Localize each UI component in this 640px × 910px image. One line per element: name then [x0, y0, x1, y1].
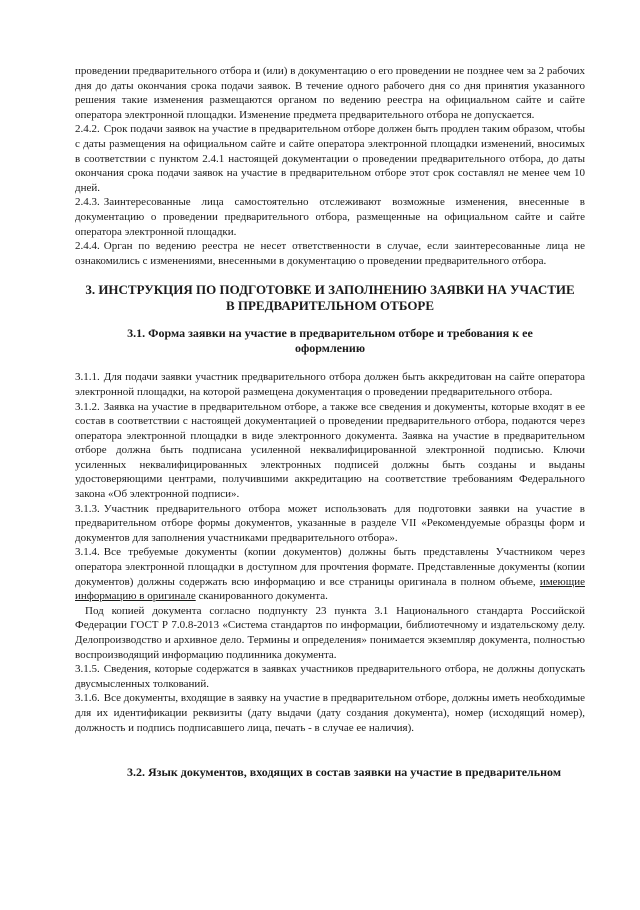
clause-number: 2.4.2. — [75, 123, 100, 136]
subsection-3-1-heading: 3.1. Форма заявки на участие в предварительном отборе и требования к ее оформлению — [127, 326, 533, 356]
clause-number: 3.1.3. — [75, 502, 100, 515]
paragraph-2-4-4: 2.4.4. Орган по ведению реестра не несет ответственности в случае, если заинтересованные лица не ознакомились с изменениями, внесенными в документацию о проведении предварительного отбора. — [75, 240, 585, 267]
paragraph-2-4-3: 2.4.3. Заинтересованные лица самостоятельно отслеживают возможные изменения, внесенные в документацию о проведении предварительного отбора, размещенные на официальном сайте и сайте оператора электронной площадки. — [75, 196, 585, 238]
clause-number: 3.1.4. — [75, 546, 100, 559]
paragraph-3-1-5: 3.1.5. Сведения, которые содержатся в заявках участников предварительного отбора, не должны допускать двусмысленных толкований. — [75, 663, 585, 690]
paragraph-continuation: проведении предварительного отбора и (или) в документацию о его проведении не позднее чем за 2 рабочих дня до даты окончания срока подачи заявок. В течение одного рабочего дня со дня принятия указанного решения такие изменения размещаются органом по ведению реестра на официальном сайте и сайте оператора электронной площадки. Изменение предмета предварительного отбора не допускается. — [75, 65, 585, 121]
clause-number: 2.4.3. — [75, 196, 100, 209]
paragraph-3-1-1: 3.1.1. Для подачи заявки участник предварительного отбора должен быть аккредитован на сайте оператора электронной площадки, на которой размещена документация о проведении предварительного отбора. — [75, 371, 585, 398]
paragraph-3-1-2: 3.1.2. Заявка на участие в предварительном отборе, а также все сведения и документы, которые входят в ее состав в соответствии с настоящей документацией о проведении предварительного отбора, подаются через оператора электронной площадки в виде электронного документа. Заявка на участие в предварительном отборе должна быть подписана усиленной неквалифицированной электронной подписью. Ключи усиленных неквалифицированных электронных подписей должны быть созданы и выданы удостоверяющими центрами, получившими аккредитацию на соответствие требованиям Федерального закона «Об электронной подписи». — [75, 400, 585, 501]
paragraph-copy-definition: Под копией документа согласно подпункту 23 пункта 3.1 Национального стандарта Российской Федерации ГОСТ Р 7.0.8-2013 «Система стандартов по информации, библиотечному и издательскому делу. Делопроизводство и архивное дело. Термины и определения» понимается экземпляр документа, полностью воспроизводящий информацию подлинника документа. — [75, 604, 585, 661]
paragraph-3-1-3: 3.1.3. Участник предварительного отбора может использовать для подготовки заявки на участие в предварительном отборе формы документов, указанные в разделе VII «Рекомендуемые образцы форм и документов для заполнения участниками предварительного отбора». — [75, 502, 585, 544]
document-body — [75, 64, 585, 780]
clause-number: 3.1.5. — [75, 663, 100, 676]
clause-number: 2.4.4. — [75, 240, 100, 253]
clause-number: 3.1.1. — [75, 371, 100, 384]
paragraph-2-4-2: 2.4.2. Срок подачи заявок на участие в предварительном отборе должен быть продлен таким образом, чтобы с даты размещения на официальном сайте и сайте оператора электронной площадки изменений, вносимых в соответствии с пунктом 2.4.1 настоящей документации о проведении предварительного отбора, до даты окончания срока подачи заявок на участие в предварительном отборе этот срок составлял не менее чем 10 дней. — [75, 123, 585, 194]
clause-number: 3.1.6. — [75, 692, 100, 705]
clause-number: 3.1.2. — [75, 400, 100, 413]
underlined-phrase: имеющие информацию в оригинале — [75, 575, 585, 603]
paragraph-3-1-4: 3.1.4. Все требуемые документы (копии документов) должны быть представлены Участником через оператора электронной площадки в доступном для прочтения формате. Представленные документы (копии документов) должны содержать всю информацию и все страницы оригинала в полном объеме, имеющие информацию в оригинале сканированного документа. — [75, 546, 585, 603]
section-3-heading: 3. ИНСТРУКЦИЯ ПО ПОДГОТОВКЕ И ЗАПОЛНЕНИЮ ЗАЯВКИ НА УЧАСТИЕ В ПРЕДВАРИТЕЛЬНОМ ОТБОРЕ — [85, 282, 575, 314]
subsection-3-2-heading: 3.2. Язык документов, входящих в состав заявки на участие в предварительном — [127, 765, 561, 780]
paragraph-3-1-6: 3.1.6. Все документы, входящие в заявку на участие в предварительном отборе, должны иметь необходимые для их идентификации реквизиты (дату выдачи (дату создания документа), номер (исходящий номер), должность и подпись подписавшего лица, печать - в случае ее наличия). — [75, 692, 585, 734]
